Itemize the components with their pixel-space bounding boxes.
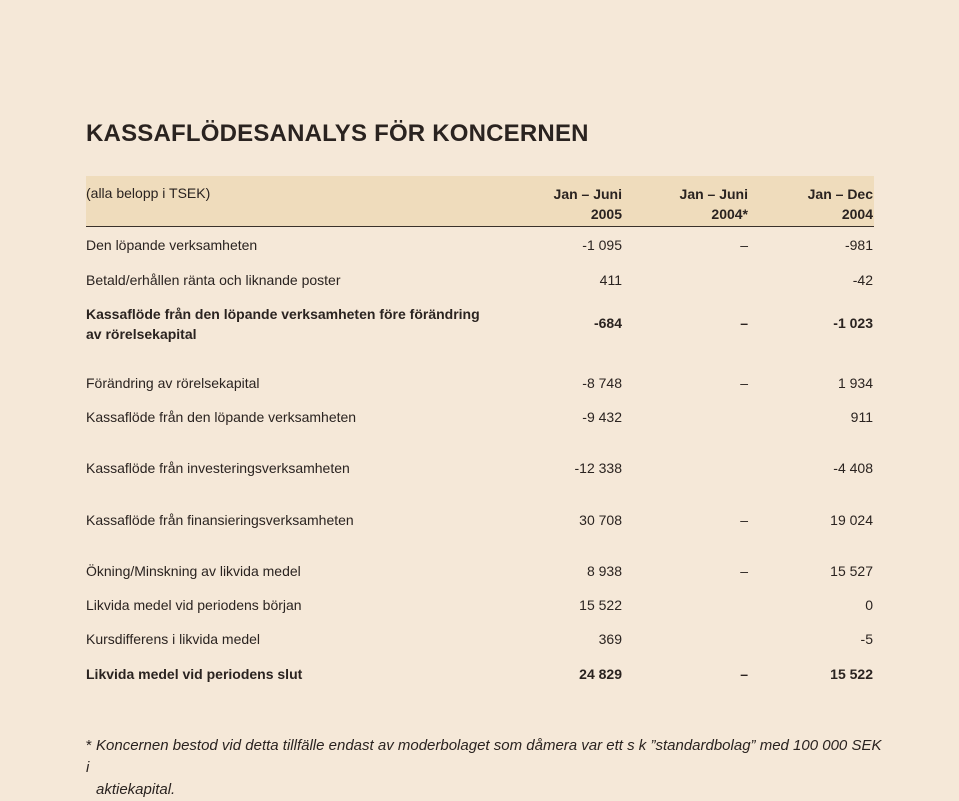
footnote: [86, 735, 886, 801]
cell-value: 30 708: [579, 512, 622, 528]
cell-value: 369: [598, 631, 622, 647]
column-header-jan-dec-2004: Jan – Dec 2004: [807, 186, 873, 222]
cell-value: 911: [850, 409, 873, 425]
cell-value: -9 432: [582, 409, 622, 425]
unit-label: (alla belopp i TSEK): [86, 185, 211, 201]
page-title: KASSAFLÖDESANALYS FÖR KONCERNEN: [86, 120, 589, 147]
cell-value: 15 527: [830, 563, 873, 579]
cell-value: –: [740, 512, 748, 528]
row-label: Betald/erhållen ränta och liknande poster: [86, 272, 341, 288]
cell-value: -1 095: [582, 237, 622, 253]
footnote-text: Koncernen bestod vid detta tillfälle endast av moderbolaget som dåmera var ett s k ”standardbolag” med 100 000 SEK i: [86, 737, 882, 776]
column-header-jan-jun-2004: Jan – Juni 2004*: [679, 186, 748, 222]
cell-value: –: [740, 563, 748, 579]
cell-value: 8 938: [586, 563, 622, 579]
row-label: Kassaflöde från investeringsverksamheten: [86, 460, 350, 476]
cell-value: -12 338: [574, 460, 622, 476]
cell-value: 15 522: [830, 666, 873, 682]
cell-value: -5: [860, 631, 873, 647]
cell-value: –: [740, 375, 748, 391]
column-header-jan-jun-2005: Jan – Juni 2005: [553, 186, 622, 222]
row-label: Förändring av rörelsekapital: [86, 375, 260, 391]
cell-value: 1 934: [837, 375, 873, 391]
cell-value: -8 748: [582, 375, 622, 391]
table-row-subtotal: [86, 304, 874, 348]
cell-value: -4 408: [833, 460, 873, 476]
cell-value: 19 024: [830, 512, 873, 528]
cell-value: –: [740, 315, 748, 331]
row-label: Kursdifferens i likvida medel: [86, 631, 261, 647]
cell-value: 24 829: [579, 666, 622, 682]
cell-value: –: [740, 666, 748, 682]
row-label: Kassaflöde från finansieringsverksamheten: [86, 512, 354, 528]
cell-value: -684: [593, 315, 622, 331]
row-label: Ökning/Minskning av likvida medel: [86, 563, 301, 579]
cell-value: -1 023: [833, 315, 873, 331]
row-label: Kassaflöde från den löpande verksamheten före förändring av rörelsekapital: [86, 306, 480, 342]
footnote-marker: *: [86, 737, 92, 754]
cell-value: 15 522: [579, 597, 622, 613]
footnote-text-continued: aktiekapital.: [96, 781, 176, 798]
cell-value: –: [740, 237, 748, 253]
cell-value: -981: [844, 237, 873, 253]
row-label: Den löpande verksamheten: [86, 237, 258, 253]
row-label: Likvida medel vid periodens slut: [86, 666, 303, 682]
cell-value: 411: [599, 272, 622, 288]
cell-value: 0: [865, 597, 873, 613]
row-label: Likvida medel vid periodens början: [86, 597, 302, 613]
table-header: [86, 176, 874, 227]
cell-value: -42: [852, 272, 873, 288]
row-label: Kassaflöde från den löpande verksamheten: [86, 409, 357, 425]
